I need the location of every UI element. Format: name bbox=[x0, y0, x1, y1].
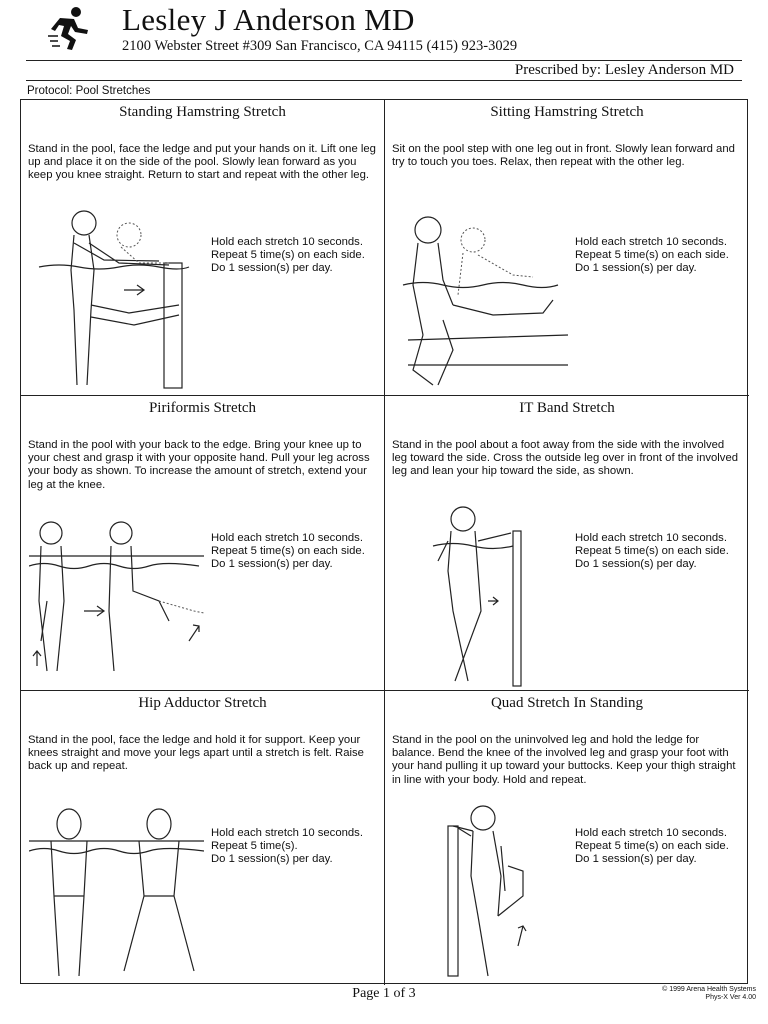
exercise-description: Stand in the pool, face the ledge and hold it for support. Keep your knees straight and move your legs apart until a stretch is felt. Raise back up and repeat. bbox=[28, 734, 364, 773]
exercise-description: Stand in the pool about a foot away from the side with the involved leg toward the side. Cross the outside leg over in front of the involved leg and lean your hip toward the side, as shown. bbox=[392, 439, 739, 478]
exercise-grid bbox=[20, 99, 748, 984]
repeat-text: Repeat 5 time(s) on each side. bbox=[575, 840, 729, 853]
exercise-description: Stand in the pool with your back to the edge. Bring your knee up to your chest and grasp it with your opposite hand. Pull your leg across your body as shown. To increase the amount of stretch, extend your leg at the knee. bbox=[28, 439, 370, 491]
quad-stretch-illustration bbox=[393, 796, 568, 983]
exercise-description: Stand in the pool on the uninvolved leg and hold the ledge for balance. Bend the knee of the involved leg and grasp your foot with your hand pulling it up toward your buttocks. Keep your thigh straight in line with your body. Hold and repeat. bbox=[392, 734, 736, 786]
sitting-hamstring-illustration bbox=[393, 205, 568, 392]
address-line: 2100 Webster Street #309 San Francisco, CA 94115 (415) 923-3029 bbox=[122, 38, 518, 54]
hold-text: Hold each stretch 10 seconds. bbox=[575, 532, 727, 544]
hold-text: Hold each stretch 10 seconds. bbox=[575, 827, 727, 839]
page-number: Page 1 of 3 bbox=[352, 986, 416, 1001]
exercise-description: Stand in the pool, face the ledge and put your hands on it. Lift one leg up and place it on the side of the pool. Slowly lean forward as you keep you knee straight. Return to start and repeat with the other leg. bbox=[28, 143, 376, 182]
hold-text: Hold each stretch 10 seconds. bbox=[575, 236, 727, 248]
exercise-instructions bbox=[211, 827, 376, 867]
repeat-text: Repeat 5 time(s) on each side. bbox=[575, 545, 729, 558]
doctor-name: Lesley J Anderson MD bbox=[122, 2, 415, 37]
exercise-title: IT Band Stretch bbox=[519, 400, 615, 416]
hold-text: Hold each stretch 10 seconds. bbox=[211, 827, 363, 839]
runner-logo-icon bbox=[46, 6, 92, 52]
exercise-instructions bbox=[211, 236, 376, 276]
standing-hamstring-illustration bbox=[29, 205, 204, 392]
header-rule bbox=[26, 60, 742, 61]
sessions-text: Do 1 session(s) per day. bbox=[211, 853, 333, 866]
copyright-text: © 1999 Arena Health Systems bbox=[662, 986, 756, 993]
repeat-text: Repeat 5 time(s). bbox=[211, 840, 298, 853]
exercise-title: Sitting Hamstring Stretch bbox=[490, 104, 644, 120]
exercise-title: Standing Hamstring Stretch bbox=[119, 104, 286, 120]
exercise-title: Piriformis Stretch bbox=[148, 400, 257, 416]
hold-text: Hold each stretch 10 seconds. bbox=[211, 532, 363, 544]
repeat-text: Repeat 5 time(s) on each side. bbox=[575, 249, 729, 262]
hold-text: Hold each stretch 10 seconds. bbox=[211, 236, 363, 248]
version-text: Phys-X Ver 4.00 bbox=[705, 994, 756, 1001]
exercise-instructions bbox=[211, 532, 376, 572]
piriformis-illustration bbox=[29, 501, 204, 688]
repeat-text: Repeat 5 time(s) on each side. bbox=[211, 249, 365, 262]
sessions-text: Do 1 session(s) per day. bbox=[211, 262, 333, 275]
exercise-title: Hip Adductor Stretch bbox=[138, 695, 267, 711]
exercise-card bbox=[385, 690, 749, 985]
exercise-instructions bbox=[575, 827, 740, 867]
sessions-text: Do 1 session(s) per day. bbox=[211, 558, 333, 571]
sessions-text: Do 1 session(s) per day. bbox=[575, 262, 697, 275]
protocol-label: Protocol: Pool Stretches bbox=[27, 85, 151, 97]
exercise-description: Sit on the pool step with one leg out in front. Slowly lean forward and try to touch you toes. Relax, then repeat with the other leg. bbox=[392, 143, 735, 169]
repeat-text: Repeat 5 time(s) on each side. bbox=[211, 545, 365, 558]
sessions-text: Do 1 session(s) per day. bbox=[575, 558, 697, 571]
exercise-instructions bbox=[575, 236, 740, 276]
exercise-instructions bbox=[575, 532, 740, 572]
prescribed-by: Prescribed by: Lesley Anderson MD bbox=[514, 62, 734, 78]
header-rule-2 bbox=[26, 80, 742, 81]
exercise-card bbox=[21, 690, 385, 985]
exercise-card bbox=[21, 395, 385, 690]
it-band-illustration bbox=[393, 501, 568, 688]
exercise-card bbox=[385, 395, 749, 690]
exercise-title: Quad Stretch In Standing bbox=[490, 695, 644, 711]
copyright-notice bbox=[662, 986, 756, 1002]
hip-adductor-illustration bbox=[29, 796, 204, 983]
exercise-card bbox=[385, 100, 749, 395]
sessions-text: Do 1 session(s) per day. bbox=[575, 853, 697, 866]
exercise-card bbox=[21, 100, 385, 395]
